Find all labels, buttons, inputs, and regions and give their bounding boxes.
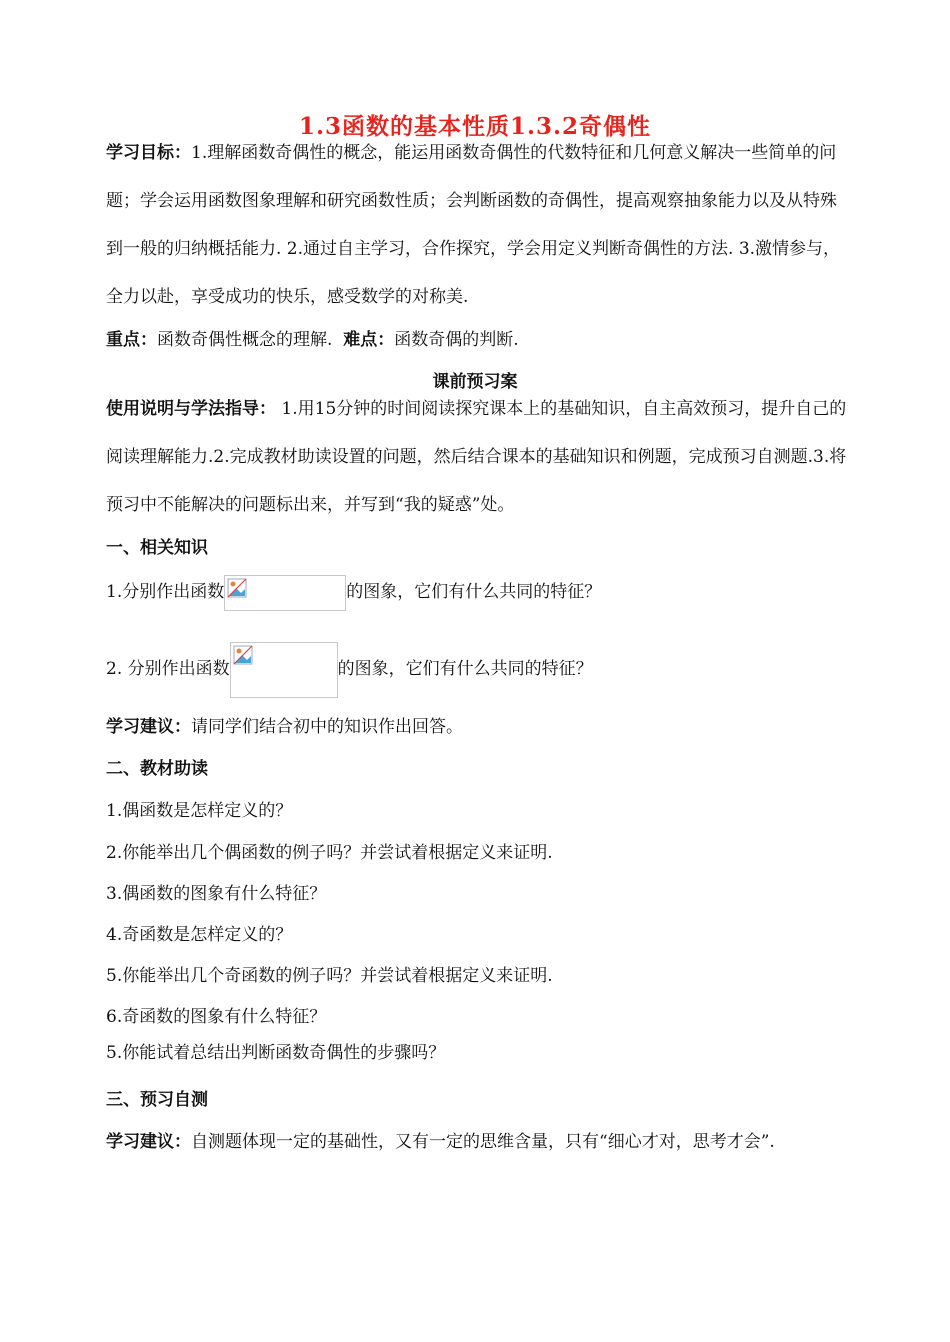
learning-objectives: [106, 129, 848, 321]
part1-heading: 一、相关知识: [106, 538, 208, 558]
part3-advice: [106, 1118, 848, 1166]
objectives-label: 学习目标：: [106, 143, 191, 163]
instructions-text: 1.用15分钟的时间阅读探究课本上的基础知识，自主高效预习，提升自己的阅读理解能力.2.完成教材助读设置的问题，然后结合课本的基础知识和例题，完成预习自测题.3.将预习中不能解决的问题标出来，并写到“我的疑惑”处。: [106, 399, 847, 515]
difficulty-text: 函数奇偶的判断.: [394, 330, 519, 350]
reading-item: 5.你能举出几个奇函数的例子吗？并尝试着根据定义来证明.: [106, 966, 553, 986]
objectives-text: 1.理解函数奇偶性的概念，能运用函数奇偶性的代数特征和几何意义解决一些简单的问题；学会运用函数图象理解和研究函数性质；会判断函数的奇偶性，提高观察抽象能力以及从特殊到一般的归纳概括能力. 2.通过自主学习，合作探究，学会用定义判断奇偶性的方法. 3.激情参与，全力以赴，享受成功的快乐，感受数学的对称美.: [106, 143, 841, 307]
difficulty-label: 难点：: [343, 330, 395, 350]
broken-image-icon: [233, 645, 253, 665]
q2-text-after: 的图象，它们有什么共同的特征？: [337, 659, 593, 679]
reading-item: 6.奇函数的图象有什么特征？: [106, 1007, 327, 1027]
document-title: 1.3函数的基本性质1.3.2奇偶性: [298, 113, 652, 140]
part2-heading: 二、教材助读: [106, 759, 208, 779]
part1-advice-text: 请同学们结合初中的知识作出回答。: [191, 717, 463, 737]
part1-advice: [106, 715, 848, 739]
focus-line: [106, 328, 848, 352]
q1-text-after: 的图象，它们有什么共同的特征？: [346, 582, 602, 602]
q2-text-before: 2. 分别作出函数: [106, 659, 230, 679]
part3-heading: 三、预习自测: [106, 1090, 208, 1110]
instructions-label: 使用说明与学法指导：: [106, 399, 276, 419]
function-image-placeholder-2: [230, 642, 338, 698]
part1-question-2: [106, 641, 848, 698]
function-image-placeholder-1: [224, 575, 346, 611]
focus-label: 重点：: [106, 330, 157, 350]
part1-question-1: [106, 570, 848, 614]
reading-item: 1.偶函数是怎样定义的？: [106, 801, 293, 821]
part1-advice-label: 学习建议：: [106, 717, 191, 737]
broken-image-icon: [227, 578, 247, 598]
focus-text: 函数奇偶性概念的理解.: [157, 330, 333, 350]
q1-text-before: 1.分别作出函数: [106, 582, 225, 602]
part3-advice-text: 自测题体现一定的基础性，又有一定的思维含量，只有“细心才对，思考才会”.: [191, 1132, 775, 1152]
section-title: 课前预习案: [432, 372, 518, 392]
part3-advice-label: 学习建议：: [106, 1132, 191, 1152]
reading-item: 3.偶函数的图象有什么特征？: [106, 884, 327, 904]
reading-item: 2.你能举出几个偶函数的例子吗？并尝试着根据定义来证明.: [106, 843, 553, 863]
reading-item: 4.奇函数是怎样定义的？: [106, 925, 293, 945]
reading-item: 5.你能试着总结出判断函数奇偶性的步骤吗？: [106, 1043, 446, 1063]
usage-instructions: [106, 385, 848, 529]
